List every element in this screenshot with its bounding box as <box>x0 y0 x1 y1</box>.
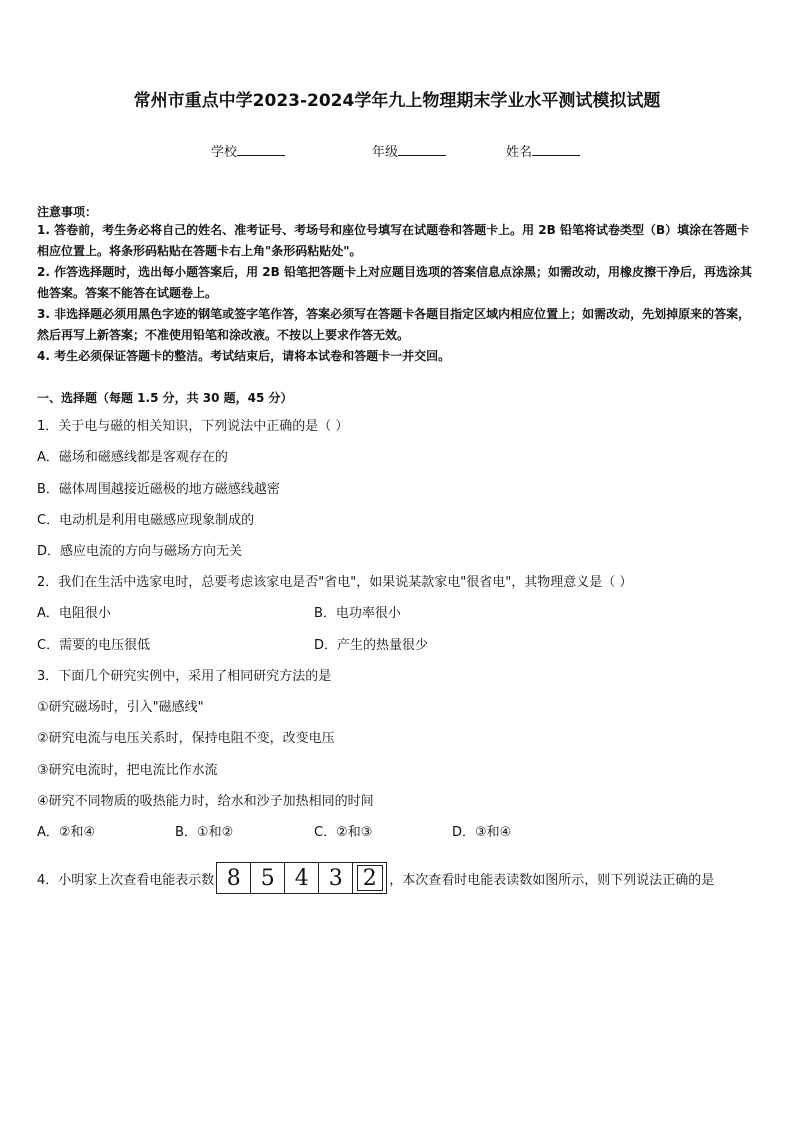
meter-digit: 5 <box>251 863 285 893</box>
q3-option-b: B．①和② <box>175 825 234 840</box>
section-heading: 一、选择题（每题 1.5 分，共 30 题，45 分） <box>37 391 293 405</box>
grade-label: 年级 <box>372 145 399 160</box>
q2-stem: 2．我们在生活中选家电时，总要考虑该家电是否"省电"，如果说某款家电"很省电"，其物理意义是（ ） <box>37 575 633 590</box>
meter-digit: 4 <box>285 863 319 893</box>
q1-option-a: A．磁场和磁感线都是客观存在的 <box>37 450 228 465</box>
q1-option-b: B．磁体周围越接近磁极的地方磁感线越密 <box>37 482 280 497</box>
name-field <box>506 141 580 160</box>
notice-item-1: 1. 答卷前，考生务必将自己的姓名、准考证号、考场号和座位号填写在试题卷和答题卡上。用 2B 铅笔将试卷类型（B）填涂在答题卡相应位置上。将条形码粘贴在答题卡右上角"条形码粘贴处"。 <box>37 223 750 258</box>
q3-statement-1: ①研究磁场时，引入"磁感线" <box>37 700 204 715</box>
school-blank <box>237 142 285 156</box>
q4-suffix: ，本次查看时电能表读数如图所示，则下列说法正确的是 <box>389 872 715 888</box>
q3-option-a: A．②和④ <box>37 825 96 840</box>
q3-stem: 3．下面几个研究实例中，采用了相同研究方法的是 <box>37 669 332 684</box>
meter-digit: 3 <box>319 863 353 893</box>
q3-statement-2: ②研究电流与电压关系时，保持电阻不变，改变电压 <box>37 731 335 746</box>
meter-decimal-box: 2 <box>357 865 383 891</box>
grade-blank <box>398 142 446 156</box>
q3-statement-4: ④研究不同物质的吸热能力时，给水和沙子加热相同的时间 <box>37 794 374 809</box>
q1-option-c: C．电动机是利用电磁感应现象制成的 <box>37 513 255 528</box>
notice-item-2: 2. 作答选择题时，选出每小题答案后，用 2B 铅笔把答题卡上对应题目选项的答案信息点涂黑；如需改动，用橡皮擦干净后，再选涂其他答案。答案不能答在试题卷上。 <box>37 265 752 300</box>
name-label: 姓名 <box>506 145 533 160</box>
meter-digit-decimal <box>353 863 386 893</box>
school-field <box>211 141 285 160</box>
notice-heading: 注意事项： <box>37 205 98 219</box>
energy-meter-display <box>216 862 387 894</box>
q4-stem <box>37 862 714 894</box>
q2-option-a: A．电阻很小 <box>37 606 111 621</box>
q1-option-d: D．感应电流的方向与磁场方向无关 <box>37 544 243 559</box>
notice-item-4: 4. 考生必须保证答题卡的整洁。考试结束后，请将本试卷和答题卡一并交回。 <box>37 349 451 363</box>
notice-item-3: 3. 非选择题必须用黑色字迹的钢笔或签字笔作答，答案必须写在答题卡各题目指定区域内相应位置上；如需改动，先划掉原来的答案，然后再写上新答案；不准使用铅笔和涂改液。不按以上要求作答无效。 <box>37 307 751 342</box>
q2-option-c: C．需要的电压很低 <box>37 638 151 653</box>
page-title: 常州市重点中学2023-2024学年九上物理期末学业水平测试模拟试题 <box>133 91 661 111</box>
grade-field <box>372 141 446 160</box>
meter-digit: 8 <box>217 863 251 893</box>
school-label: 学校 <box>211 145 238 160</box>
q3-option-c: C．②和③ <box>314 825 373 840</box>
q3-statement-3: ③研究电流时，把电流比作水流 <box>37 763 218 778</box>
q2-option-d: D．产生的热量很少 <box>314 638 429 653</box>
name-blank <box>532 142 580 156</box>
q2-option-b: B．电功率很小 <box>314 606 401 621</box>
q4-prefix: 4．小明家上次查看电能表示数 <box>37 872 215 888</box>
q3-option-d: D．③和④ <box>452 825 512 840</box>
q1-stem: 1．关于电与磁的相关知识，下列说法中正确的是（ ） <box>37 419 349 434</box>
